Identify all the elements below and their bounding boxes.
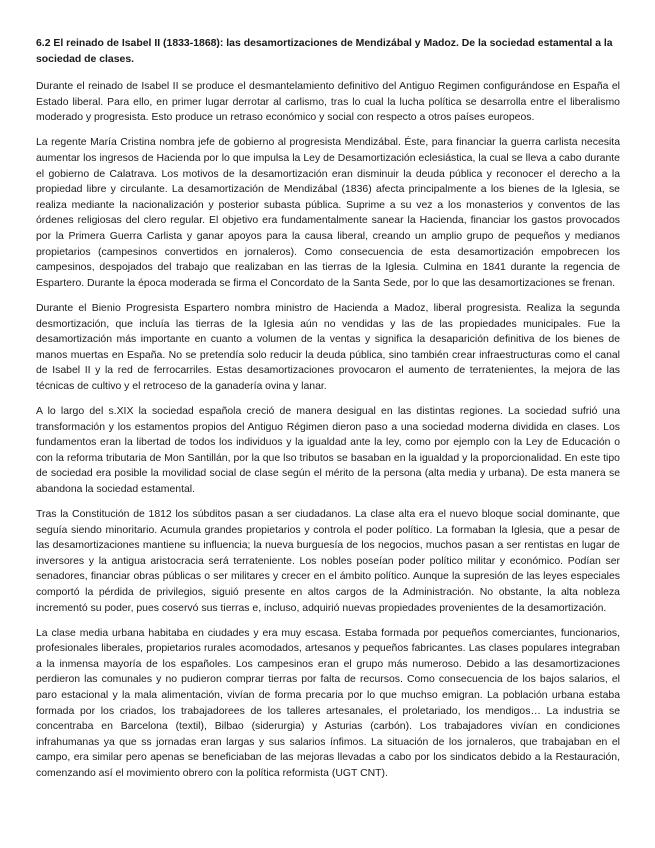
document-page (36, 36, 620, 791)
document-title: 6.2 El reinado de Isabel II (1833-1868): las desamortizaciones de Mendizábal y Madoz. De la sociedad estamental a la sociedad de clases. (36, 38, 613, 65)
paragraph-sociedad-clases: A lo largo del s.XIX la sociedad española creció de manera desigual en las distintas regiones. La sociedad sufrió una transformación y los estamentos propios del Antiguo Régimen dieron paso a una sociedad moderna dividida en clases. Los fundamentos eran la libertad de todos los individuos y la igualdad ante la ley, como por ejemplo con la Ley de Educación o con la reforma tributaria de Mon Santillán, por la que lso tributos se basaban en la igualdad y la proporcionalidad. En este tipo de sociedad era posible la movilidad social de clase según el mérito de la persona (alta media y urbana). De esta manera se abandona la sociedad estamental. (36, 405, 620, 495)
paragraph-reinado: Durante el reinado de Isabel II se produce el desmantelamiento definitivo del Antiguo Regimen configurándose en España el Estado liberal. Para ello, en primer lugar derrotar al carlismo, tras lo cual la lucha política se desarrolla entre el liberalismo moderado y progresista. Esto produce un retraso económico y social con respecto a otros países europeos. (36, 81, 620, 124)
paragraph-madoz: Durante el Bienio Progresista Espartero nombra ministro de Hacienda a Madoz, liberal progresista. Realiza la segunda desmortización, que incluía las tierras de la Iglesia aún no vendidas y las de las propiedades municipales. Fue la desamortización más importante en cuanto a volumen de la ventas y significa la desaparición definitiva de los bienes de manos muertas en España. No se pretendía solo reducir la deuda pública, sino también crear infraestructuras como el canal de Isabel II y la red de ferrocarriles. Estas desamortizaciones provocaron el aumento de terratenientes, la mejora de las técnicas de cultivo y el retroceso de la ganadería ovina y lanar. (36, 302, 620, 392)
paragraph-clase-media-popular: La clase media urbana habitaba en ciudades y era muy escasa. Estaba formada por pequeños comerciantes, funcionarios, profesionales liberales, propietarios rurales acomodados, artesanos y pequeños fabricantes. Las clases populares integraban a la inmensa mayoría de los españoles. Los campesinos eran el grupo más numeroso. Debido a las desamortizaciones perdieron las comunales y no pudieron comprar tierras por falta de recursos. Como consecuencia de los bajos salarios, el paro estacional y la mala alimentación, vivían de forma precaria por lo que muchso emigran. La población urbana estaba formada por los criados, los trabajadorees de los talleres artesanales, el proletariado, los mendigos… La industria se concentraba en Barcelona (textil), Bilbao (siderurgia) y Asturias (carbón). Los trabajadores vivían en condiciones infrahumanas ya que ss jornadas eran largas y sus salarios ínfimos. La situación de los jornaleros, que trabajaban en el campo, era similar pero apenas se beneficiaban de las mejoras llevadas a cabo por los sindicatos debido a la Restauración, comenzando así el movimiento obrero con la política reformista (UGT CNT). (36, 627, 620, 780)
paragraph-clase-alta: Tras la Constitución de 1812 los súbditos pasan a ser ciudadanos. La clase alta era el nuevo bloque social dominante, que seguía siendo minoritario. Acumula grandes propietarios y controla el poder político. La formaban la Iglesia, que a pesar de las desamortizaciones mantiene su influencia; la nueva burguesía de los negocios, muchos pasan a ser rentistas en lugar de inversores y la antigua aristocracia será terrateniente. Los nobles poseían poder político militar y económico. Podían ser senadores, financiar obras públicas o ser militares y crecer en el ámbito político. Aunque la supresión de las leyes especiales comportó la pérdida de privilegios, siguió presente en altos cargos de la Administración. No obstante, la alta nobleza incrementó su poder, pues coservó sus tierras e, incluso, adquirió nuevas propiedades provenientes de la desamortización. (36, 509, 620, 614)
paragraph-mendizabal: La regente María Cristina nombra jefe de gobierno al progresista Mendizábal. Éste, para financiar la guerra carlista necesita aumentar los ingresos de Hacienda por lo que impulsa la Ley de Desamortización eclesiástica, la cual se lleva a cabo durante el gobierno de Calatrava. Los motivos de la desamortización eran disminuir la deuda pública y reconocer el derecho a la propiedad libre y circulante. La desamortización de Mendizábal (1836) afecta principalmente a los bienes de la Iglesia, se realiza mediante la nacionalización y posterior subasta pública. Suprime a su vez a los monasterios y conventos de las órdenes religiosas del clero regular. El objetivo era fundamentalmente sanear la Hacienda, financiar los gastos provocados por la Primera Guerra Carlista y ganar apoyos para la causa liberal, creando un amplio grupo de pequeños y medianos propietarios (campesinos convertidos en jornaleros). Como consecuencia de esta desamortización empobrecen los campesinos, despojados del trabajo que realizaban en las tierras de la Iglesia. Culmina en 1841 durante la regencia de Espartero. Durante la época moderada se firma el Concordato de la Santa Sede, por lo que las desamortizaciones se frenan. (36, 137, 620, 289)
